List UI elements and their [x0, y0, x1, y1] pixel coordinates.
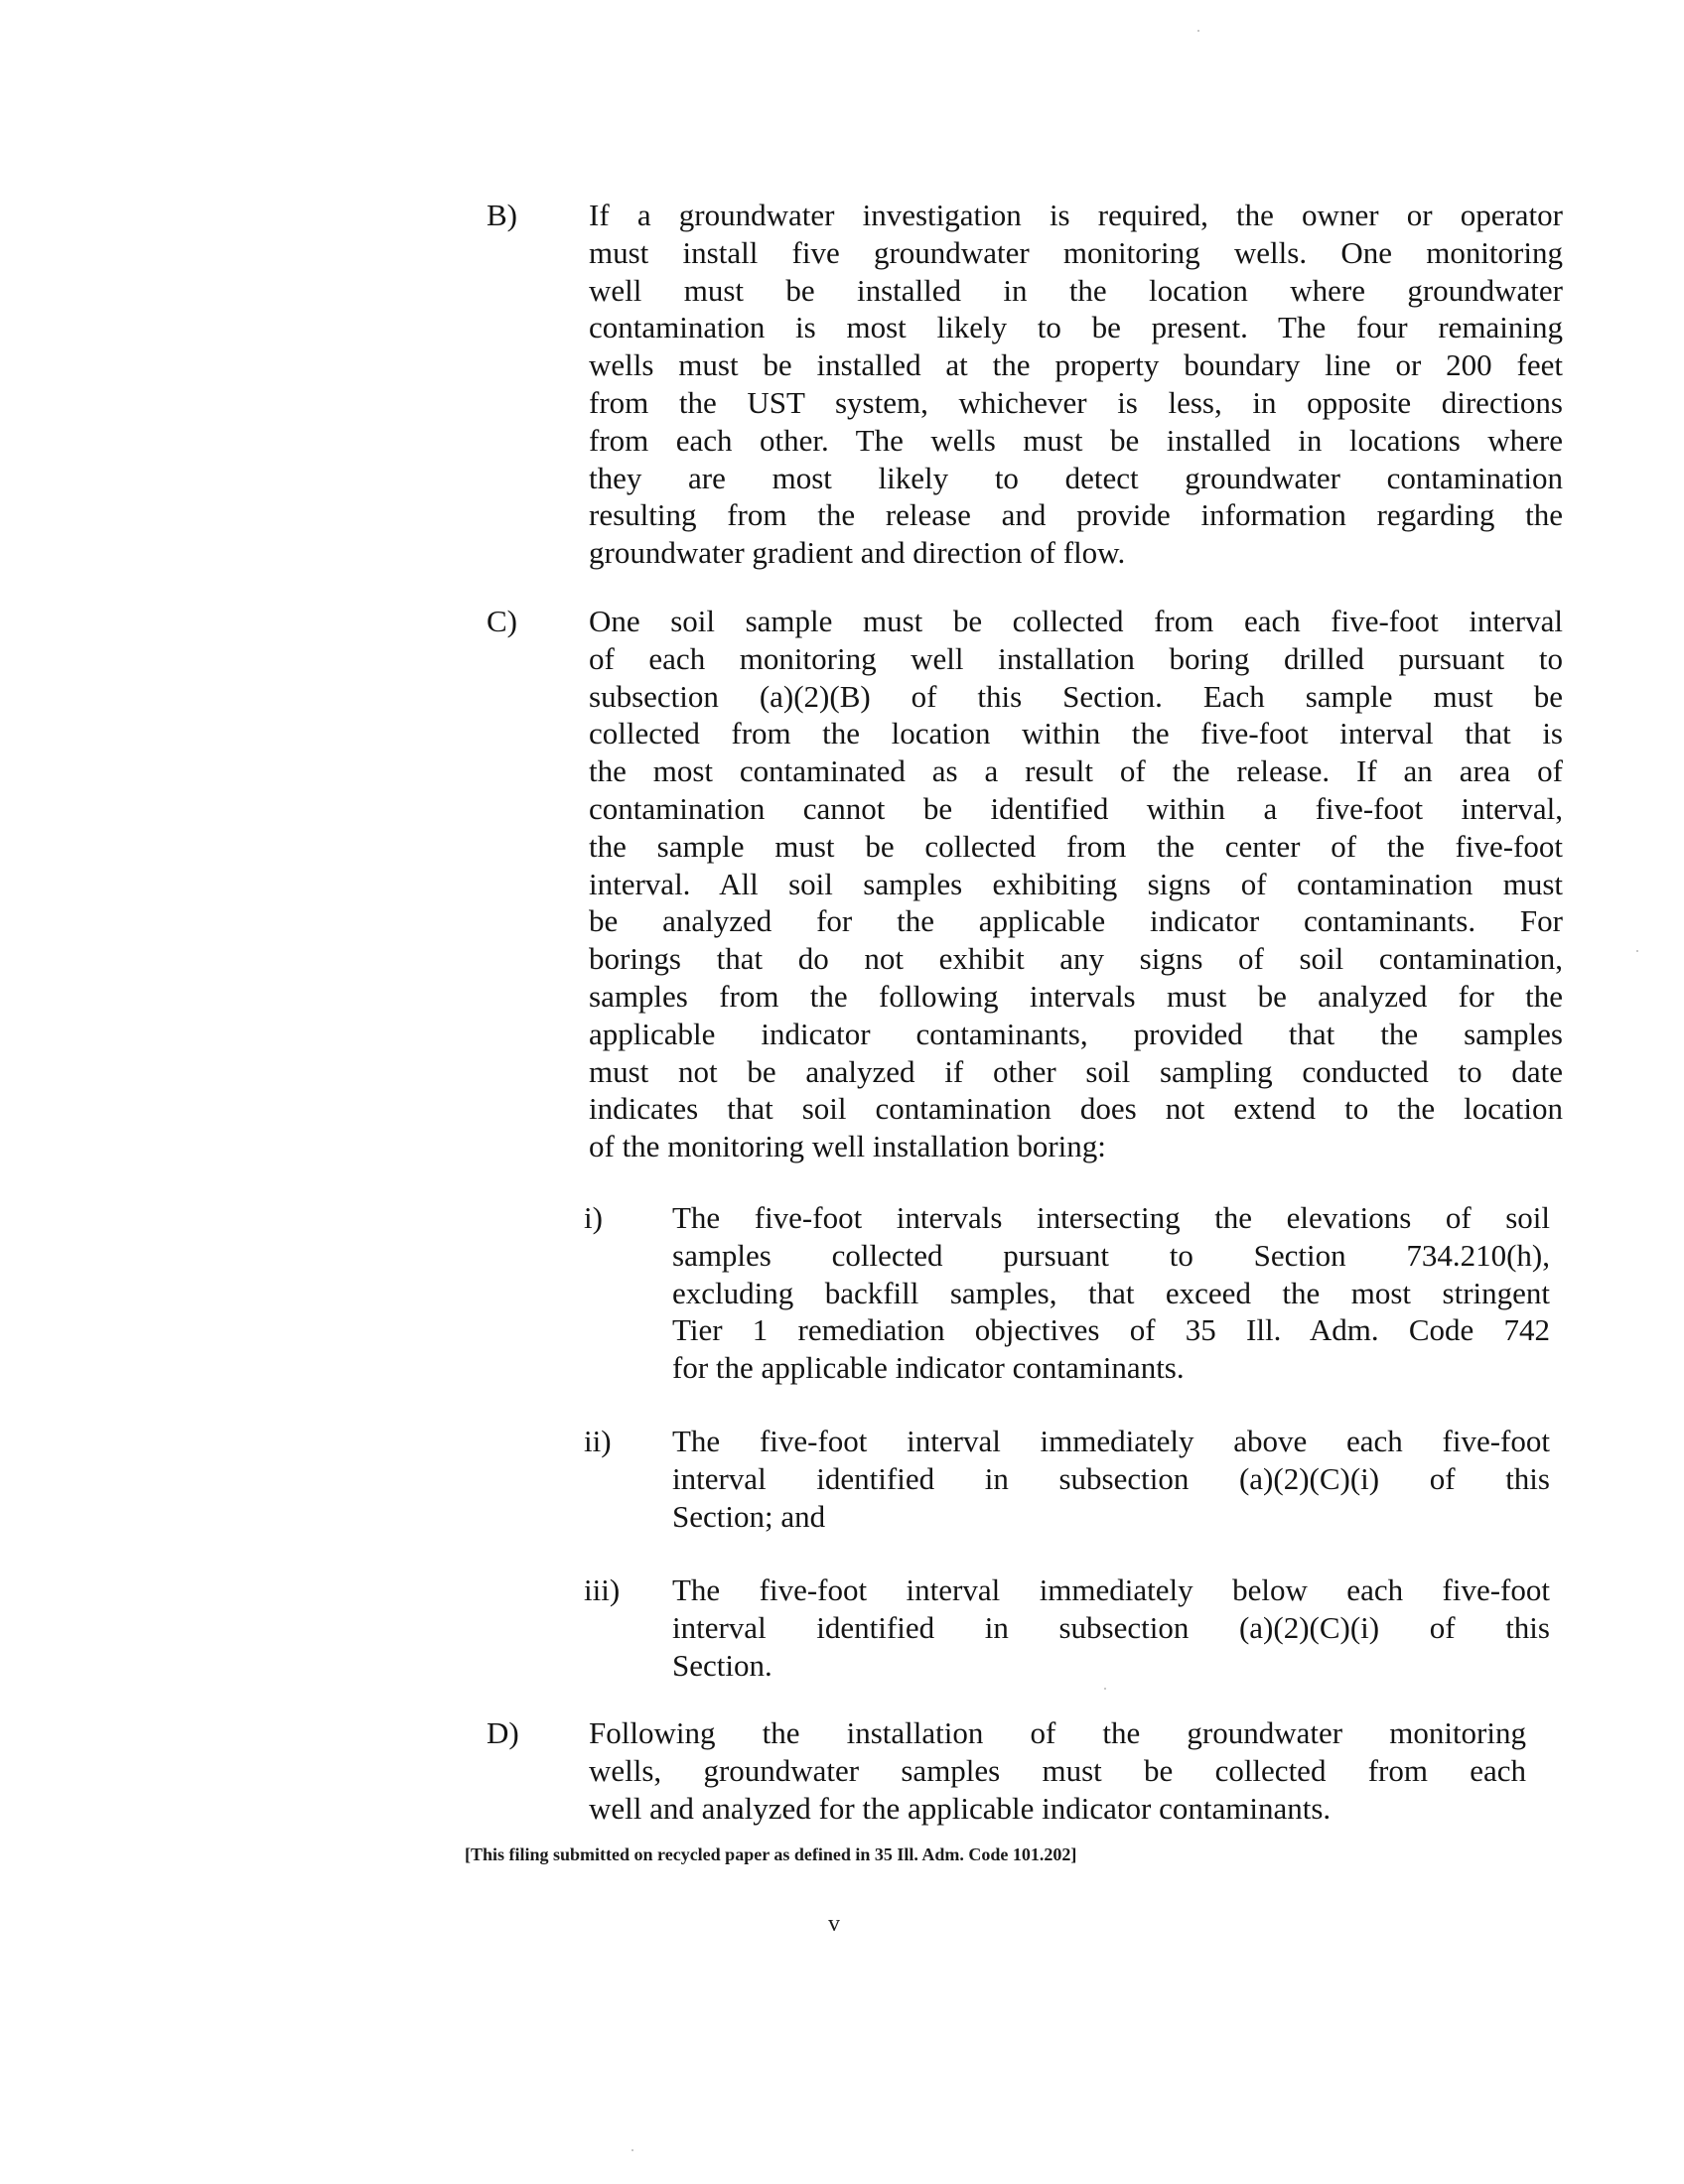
- text-line: interval. All soil samples exhibiting signs of contamination must: [589, 866, 1563, 901]
- text-line: resulting from the release and provide information regarding the: [589, 497, 1563, 533]
- text-line: applicable indicator contaminants, provided that the samples: [589, 1016, 1563, 1051]
- subparagraph-i-text: [672, 1199, 1550, 1387]
- text-line: be analyzed for the applicable indicator contaminants. For: [589, 903, 1563, 939]
- subparagraph-ii-text: [672, 1423, 1550, 1535]
- page-number: v: [828, 1911, 840, 1937]
- paragraph-d-marker: D): [487, 1715, 519, 1750]
- text-line: The five-foot intervals intersecting the elevations of soil: [672, 1200, 1550, 1235]
- scan-speck: [632, 2149, 633, 2151]
- text-line: If a groundwater investigation is required, the owner or operator: [589, 198, 1563, 232]
- text-line: borings that do not exhibit any signs of soil contamination,: [589, 941, 1563, 977]
- text-line: the sample must be collected from the center of the five-foot: [589, 828, 1563, 864]
- paragraph-c-text: [589, 603, 1563, 1165]
- text-line: Section.: [672, 1647, 772, 1683]
- paragraph-c-marker: C): [487, 604, 517, 638]
- text-line: subsection (a)(2)(B) of this Section. Each sample must be: [589, 678, 1563, 714]
- text-line: contamination is most likely to be present. The four remaining: [589, 310, 1563, 345]
- text-line: The five-foot interval immediately below each five-foot: [672, 1572, 1550, 1607]
- text-line: must install five groundwater monitoring wells. One monitoring: [589, 234, 1563, 270]
- text-line: samples collected pursuant to Section 734.210(h),: [672, 1237, 1550, 1273]
- paragraph-d-text: [589, 1714, 1526, 1827]
- text-line: from each other. The wells must be installed in locations where: [589, 422, 1563, 458]
- text-line: wells must be installed at the property boundary line or 200 feet: [589, 347, 1563, 383]
- text-line: must not be analyzed if other soil sampling conducted to date: [589, 1053, 1563, 1089]
- text-line: contamination cannot be identified within a five-foot interval,: [589, 790, 1563, 826]
- text-line: groundwater gradient and direction of flow.: [589, 535, 1126, 571]
- subparagraph-iii-marker: iii): [584, 1572, 621, 1607]
- text-line: Following the installation of the groundwater monitoring: [589, 1715, 1526, 1750]
- text-line: Tier 1 remediation objectives of 35 Ill. Adm. Code 742: [672, 1312, 1550, 1348]
- scan-speck: [1197, 30, 1199, 32]
- text-line: excluding backfill samples, that exceed the most stringent: [672, 1275, 1550, 1310]
- text-line: wells, groundwater samples must be collected from each: [589, 1752, 1526, 1788]
- text-line: collected from the location within the five-foot interval that is: [589, 716, 1563, 751]
- text-line: The five-foot interval immediately above each five-foot: [672, 1424, 1550, 1458]
- text-line: from the UST system, whichever is less, in opposite directions: [589, 384, 1563, 420]
- text-line: interval identified in subsection (a)(2)(C)(i) of this: [672, 1460, 1550, 1496]
- subparagraph-iii-text: [672, 1571, 1550, 1684]
- subparagraph-i-marker: i): [584, 1200, 603, 1235]
- text-line: well and analyzed for the applicable indicator contaminants.: [589, 1790, 1332, 1826]
- scan-speck: [1636, 950, 1638, 952]
- text-line: well must be installed in the location where groundwater: [589, 272, 1563, 308]
- text-line: interval identified in subsection (a)(2)(C)(i) of this: [672, 1609, 1550, 1645]
- paragraph-b-marker: B): [487, 198, 517, 232]
- text-line: for the applicable indicator contaminants.: [672, 1350, 1185, 1386]
- text-line: indicates that soil contamination does not extend to the location: [589, 1091, 1563, 1127]
- text-line: Section; and: [672, 1498, 826, 1534]
- subparagraph-ii-marker: ii): [584, 1424, 612, 1458]
- text-line: of each monitoring well installation boring drilled pursuant to: [589, 640, 1563, 676]
- text-line: One soil sample must be collected from each five-foot interval: [589, 604, 1563, 638]
- paragraph-b-text: [589, 197, 1563, 572]
- text-line: the most contaminated as a result of the release. If an area of: [589, 753, 1563, 789]
- text-line: they are most likely to detect groundwater contamination: [589, 460, 1563, 495]
- recycled-paper-note: [This filing submitted on recycled paper as defined in 35 Ill. Adm. Code 101.202]: [465, 1844, 1077, 1864]
- scan-speck: [1104, 1688, 1106, 1690]
- text-line: of the monitoring well installation boring:: [589, 1129, 1106, 1164]
- text-line: samples from the following intervals must be analyzed for the: [589, 978, 1563, 1014]
